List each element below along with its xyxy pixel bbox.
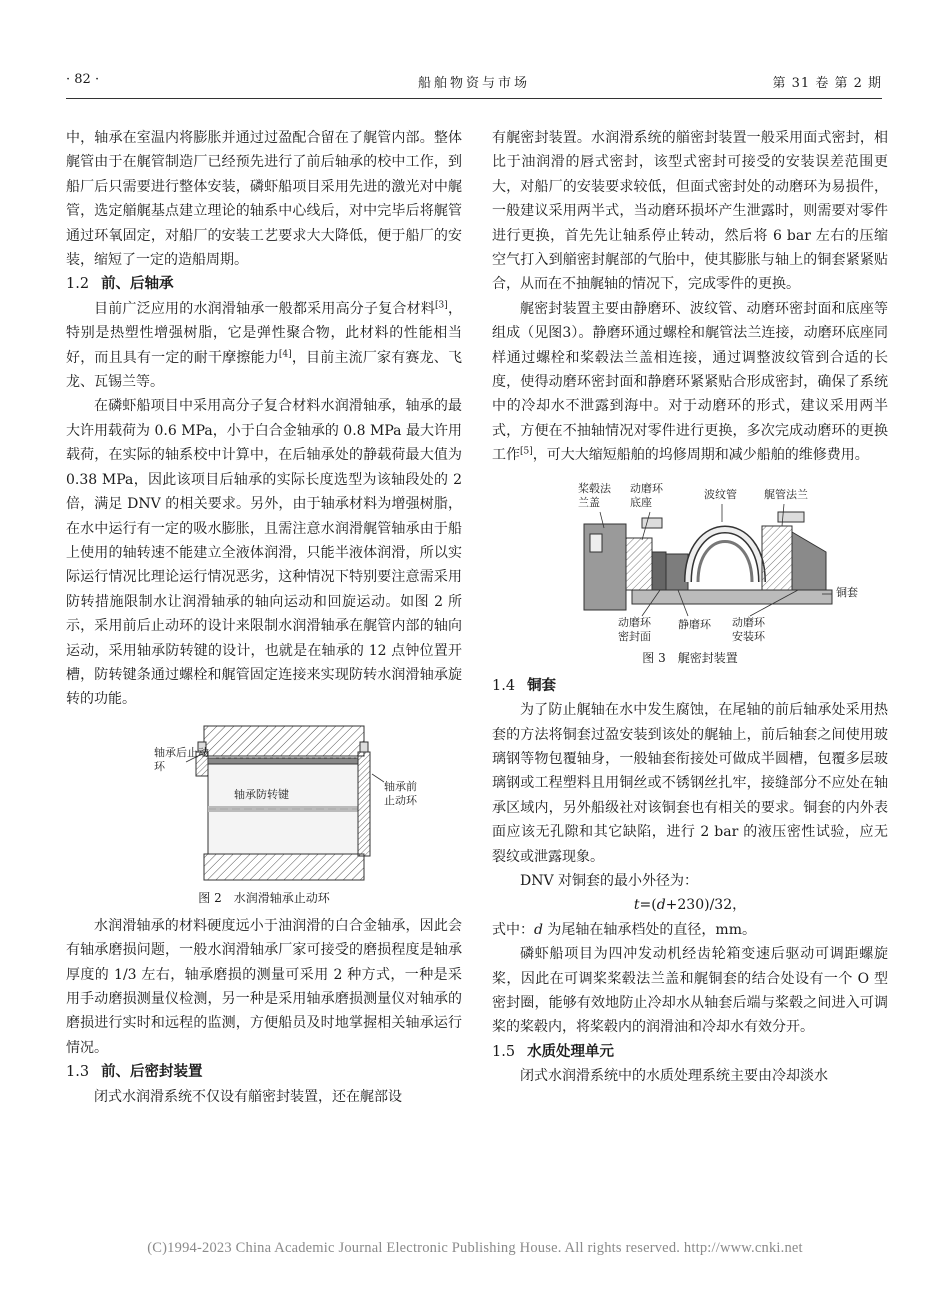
header-rule <box>66 98 882 99</box>
fig3-label-copper-sleeve: 铜套 <box>836 585 858 599</box>
fig3-label-rotating-seal-face: 动磨环密封面 <box>618 615 651 643</box>
paragraph: 为了防止艉轴在水中发生腐蚀，在尾轴的前后轴承处采用热套的方法将铜套过盈安装到该处的艉轴上，前后轴套之间使用玻璃钢等物包覆轴身，一般轴套衔接处可做成半圆槽，包覆多层玻璃钢或工程塑料且用铜丝或不锈钢丝扎牢，接缝部分不应处在轴承区域内，另外船级社对该铜套也有相关的要求。铜套的内外表面应该无孔隙和其它缺陷，进行 2 bar 的液压密性试验，应无裂纹或泄露现象。 <box>492 702 888 865</box>
section-title: 前、后密封装置 <box>101 1064 203 1081</box>
formula-var-t: t <box>633 897 640 914</box>
figure-3 <box>492 482 888 644</box>
formula-text: +230)/32， <box>665 897 747 914</box>
formula-var-d: d <box>656 897 666 914</box>
fig2-label-front-stop-ring: 轴承前止动环 <box>384 779 417 807</box>
section-title: 水质处理单元 <box>527 1043 615 1060</box>
section-number: 1.4 <box>492 677 516 694</box>
formula <box>492 893 888 917</box>
journal-title: 船舶物资与市场 <box>417 76 530 91</box>
paragraph: 水润滑轴承的材料硬度远小于油润滑的白合金轴承，因此会有轴承磨损问题，一般水润滑轴承厂家可接受的磨损程度是轴承厚度的 1/3 左右，轴承磨损的测量可采用 2 种方式，一种是采用手动磨损测量仪检测，另一种是采用轴承磨损测量仪对轴承的磨损进行实时和远程的监测，方便船员及时地掌握相关轴承运行情况。 <box>66 917 462 1056</box>
running-header <box>66 70 882 94</box>
fig3-label-stern-tube-flange: 艉管法兰 <box>764 487 808 501</box>
text-run: ，可大大缩短船舶的坞修周期和减少船舶的维修费用。 <box>532 447 869 464</box>
section-title: 铜套 <box>527 677 557 694</box>
fig3-label-rotating-ring-base: 动磨环底座 <box>630 481 663 509</box>
page-number: · 82 · <box>66 72 100 87</box>
section-heading-1-2 <box>66 272 462 296</box>
figure-3-caption: 图 3 艉密封装置 <box>642 650 738 665</box>
section-heading-1-4 <box>492 674 888 698</box>
text-run: 艉密封装置主要由静磨环、波纹管、动磨环密封面和底座等组成（见图3）。静磨环通过螺栓和艉管法兰连接，动磨环底座同样通过螺栓和桨毂法兰盖相连接，通过调整波纹管到合适的长度，使得动磨环密封面和静磨环紧紧贴合形成密封，确保了系统中的冷却水不泄露到海中。对于动磨环的形式，建议采用两半式，方便在不抽轴情况对零件进行更换，多次完成动磨环的更换工作 <box>492 300 888 464</box>
paragraph: 中，轴承在室温内将膨胀并通过过盈配合留在了艉管内部。整体艉管由于在艉管制造厂已经预先进行了前后轴承的校中工作，到船厂后只需要进行整体安装，磷虾船项目采用先进的激光对中艉管，选定艏艉基点建立理论的轴系中心线后，对中完毕后将艉管通过环氧固定，对船厂的安装工艺要求大大降低，便于船厂的安装，缩短了一定的造船周期。 <box>66 130 462 269</box>
paragraph: 有艉密封装置。水润滑系统的艏密封装置一般采用面式密封，相比于油润滑的唇式密封，该型式密封可接受的安装误差范围更大，对船厂的安装要求较低，但面式密封处的动磨环为易损件，一般建议采用两半式，当动磨环损坏产生泄露时，则需要对零件进行更换，首先先让轴系停止转动，然后将 6 bar 左右的压缩空气打入到艏密封艉部的气胎中，使其膨胀与轴上的铜套紧紧贴合，从而在不抽艉轴的情况下，完成零件的更换。 <box>492 130 888 293</box>
paragraph: 闭式水润滑系统中的水质处理系统主要由冷却淡水 <box>520 1068 828 1085</box>
fig3-label-hub-flange-cover: 桨毂法兰盖 <box>578 481 611 509</box>
copyright-footer: (C)1994-2023 China Academic Journal Electronic Publishing House. All rights reserved. http://www.cnki.net <box>147 1240 803 1256</box>
citation: [5] <box>520 446 533 457</box>
paragraph: 闭式水润滑系统不仅设有艏密封装置，还在艉部设 <box>94 1088 402 1105</box>
fig2-label-anti-rotation-key: 轴承防转键 <box>234 787 289 801</box>
citation: [4] <box>278 349 292 359</box>
fig3-label-static-ring: 静磨环 <box>678 617 711 631</box>
text-run: ，目前主流厂家有赛龙、飞龙、瓦锡兰等。 <box>66 349 463 391</box>
section-heading-1-5 <box>492 1040 888 1064</box>
figure-2-caption: 图 2 水润滑轴承止动环 <box>198 890 330 905</box>
section-number: 1.5 <box>492 1043 516 1060</box>
paragraph <box>492 918 888 942</box>
paragraph <box>66 297 462 395</box>
section-number: 1.2 <box>66 276 90 293</box>
text-run: 式中： <box>492 921 534 938</box>
fig3-label-bellows: 波纹管 <box>704 487 737 501</box>
left-column <box>66 126 462 1109</box>
figure-2 <box>66 724 462 884</box>
text-run: 目前广泛应用的水润滑轴承一般都采用高分子复合材料 <box>94 300 436 317</box>
paragraph: 在磷虾船项目中采用高分子复合材料水润滑轴承，轴承的最大许用载荷为 0.6 MPa，小于白合金轴承的 0.8 MPa 最大许用载荷，在实际的轴系校中计算中，在后轴承处的静载荷最大值为 0.38 MPa，因此该项目后轴承的实际长度选型为该轴段处的 2 倍，满足 DNV 的相关要求。另外，由于轴承材料为增强树脂，在水中运行有一定的吸水膨胀，且需注意水润滑艉管轴承由于船上使用的轴转速不能建立全液体润滑，只能半液体润滑，所以实际运行情况比理论运行情况恶劣，这种情况下特别要注意需采用防转措施限制水让润滑轴承的轴向运动和回旋运动。如图 2 所示，采用前后止动环的设计来限制水润滑轴承在艉管内部的轴向运动，采用轴承防转键的设计，也就是在轴承的 12 点钟位置开槽，防转键条通过螺栓和艉管固定连接来实现防转水润滑轴承旋转的功能。 <box>66 398 462 708</box>
paragraph: 磷虾船项目为四冲发动机经齿轮箱变速后驱动可调距螺旋桨，因此在可调桨桨毂法兰盖和艉铜套的结合处设有一个 O 型密封圈，能够有效地防止冷却水从轴套后端与桨毂之间进入可调桨的桨毂内，将桨毂内的润滑油和冷却水有效分开。 <box>492 946 888 1036</box>
issue-info: 第 31 卷 第 2 期 <box>772 76 882 91</box>
text-run: 为尾轴在轴承档处的直径，mm。 <box>542 921 756 938</box>
fig2-label-rear-stop-ring: 轴承后止动环 <box>154 745 209 773</box>
right-column <box>492 126 888 1089</box>
formula-text: =( <box>639 897 657 914</box>
fig3-label-mounting-ring: 动磨环安装环 <box>732 615 765 643</box>
text-run: ，特别是热塑性增强树脂，它是弹性聚合物，此材料的性能相当好，而且具有一定的耐干摩擦能力 <box>66 300 463 366</box>
formula-var-d: d <box>534 921 543 938</box>
paragraph <box>492 297 888 468</box>
section-number: 1.3 <box>66 1064 90 1081</box>
section-title: 前、后轴承 <box>101 276 174 293</box>
section-heading-1-3 <box>66 1060 462 1084</box>
citation: [3] <box>435 300 448 311</box>
paragraph: DNV 对铜套的最小外径为： <box>520 872 699 889</box>
